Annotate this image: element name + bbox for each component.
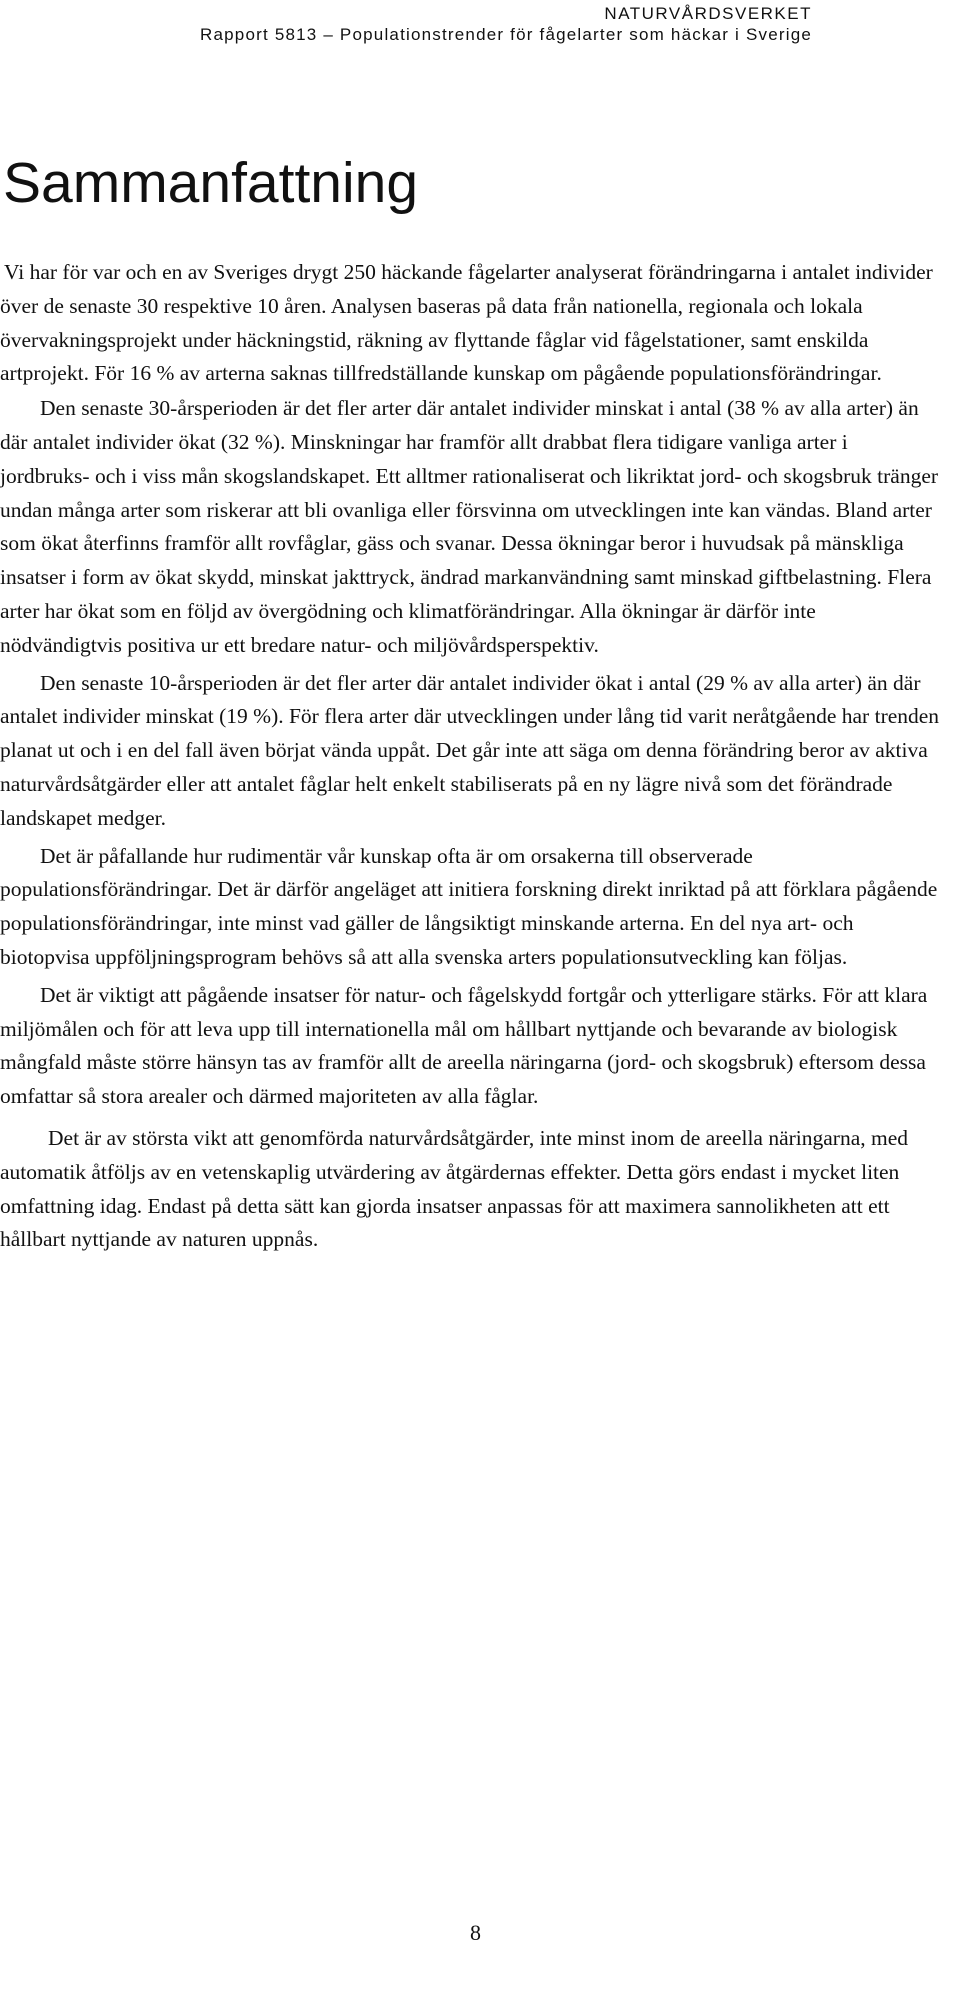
page-number: 8 xyxy=(470,1920,481,1945)
header-report-title: Rapport 5813 – Populationstrender för fågelarter som häckar i Sverige xyxy=(200,25,812,44)
running-header xyxy=(200,4,812,46)
paragraph-2: Den senaste 30-årsperioden är det fler arter där antalet individer minskat i antal (38 % av alla arter) än där antalet individer ökat (32 %). Minskningar har framför allt drabbat flera tidigare vanliga arter i jordbruks- och i viss mån skogslandskapet. Ett alltmer rationaliserat och likriktat jord- och skogsbruk tränger undan många arter som riskerar att bli ovanliga eller försvinna om utvecklingen inte kan vändas. Bland arter som ökat återfinns framför allt rovfåglar, gäss och svanar. Dessa ökningar beror i huvudsak på mänskliga insatser i form av ökat skydd, minskat jakttryck, ändrad markanvändning samt minskad giftbelastning. Flera arter har ökat som en följd av övergödning och klimatförändringar. Alla ökningar är därför inte nödvändigtvis positiva ur ett bredare natur- och miljövårdsperspektiv. xyxy=(0,396,939,657)
page-title: Sammanfattning xyxy=(3,151,419,215)
paragraph-4: Det är påfallande hur rudimentär vår kunskap ofta är om orsakerna till observerade populationsförändringar. Det är därför angeläget att initiera forskning direkt inriktad på att förklara pågående populationsförändringar, inte minst vad gäller de långsiktigt minskande arterna. En del nya art- och biotopvisa uppföljningsprogram behövs så att alla svenska arters populationsutveckling kan följas. xyxy=(0,843,938,969)
paragraph-6: Det är av största vikt att genomförda naturvårdsåtgärder, inte minst inom de areella näringarna, med automatik åtföljs av en vetenskaplig utvärdering av åtgärdernas effekter. Detta görs endast i mycket liten omfattning idag. Endast på detta sätt kan gjorda insatser anpassas för att maximera sannolikheten att ett hållbart nyttjande av naturen uppnås. xyxy=(0,1125,909,1252)
paragraph-1: Vi har för var och en av Sveriges drygt 250 häckande fågelarter analyserat förändringarna i antalet individer över de senaste 30 respektive 10 åren. Analysen baseras på data från nationella, regionala och lokala övervakningsprojekt under häckningstid, räkning av flyttande fåglar vid fågelstationer, samt enskilda artprojekt. För 16 % av arterna saknas tillfredställande kunskap om pågående populationsförändringar. xyxy=(0,260,933,386)
paragraph-5: Det är viktigt att pågående insatser för natur- och fågelskydd fortgår och ytterligare stärks. För att klara miljömålen och för att leva upp till internationella mål om hållbart nyttjande och bevarande av biologisk mångfald måste större hänsyn tas av framför allt de areella näringarna (jord- och skogsbruk) eftersom dessa omfattar så stora arealer och därmed majoriteten av alla fåglar. xyxy=(0,982,928,1109)
paragraph-3: Den senaste 10-årsperioden är det fler arter där antalet individer ökat i antal (29 % av alla arter) än där antalet individer minskat (19 %). För flera arter där utvecklingen under lång tid varit neråtgående har trenden planat ut och i en del fall även börjat vända uppåt. Det går inte att säga om denna förändring beror av aktiva naturvårdsåtgärder eller att antalet fåglar helt enkelt stabiliserats på en ny lägre nivå som det förändrade landskapet medger. xyxy=(0,670,940,830)
body-text xyxy=(0,256,942,1257)
header-org: NATURVÅRDSVERKET xyxy=(604,4,812,23)
